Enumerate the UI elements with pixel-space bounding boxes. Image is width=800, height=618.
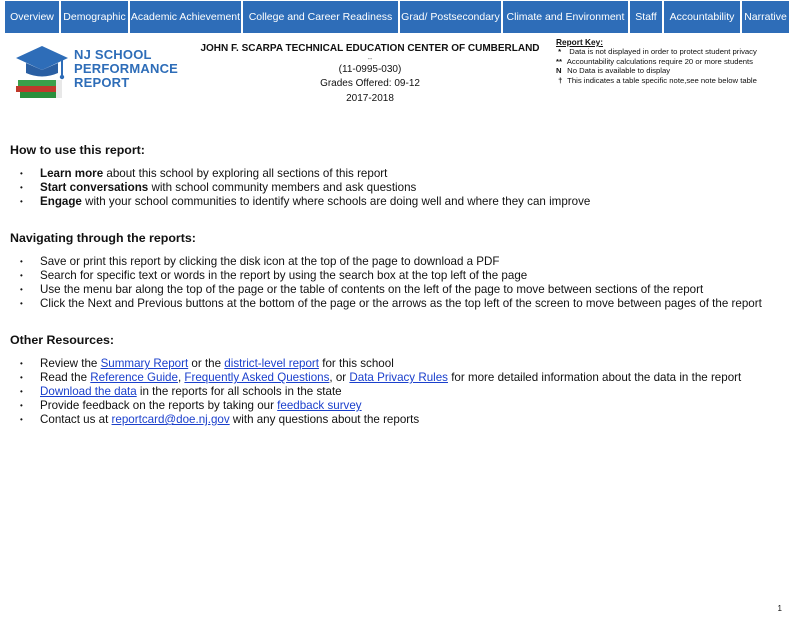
- school-dash: --: [367, 55, 373, 63]
- nav-overview[interactable]: Overview: [5, 1, 59, 33]
- item-text: Read the: [40, 371, 91, 384]
- summary-report-link[interactable]: Summary Report: [100, 357, 189, 370]
- feedback-survey-link[interactable]: feedback survey: [277, 399, 362, 412]
- logo-line-3: REPORT: [74, 75, 130, 90]
- item-text: in the reports for all schools in the state: [136, 385, 342, 398]
- contact-email-link[interactable]: reportcard@doe.nj.gov: [111, 413, 230, 426]
- report-key-row: [556, 47, 796, 56]
- item-text: with your school communities to identify where schools are doing well and where they can improve: [81, 195, 591, 208]
- resources-title: Other Resources:: [10, 333, 114, 347]
- district-report-link[interactable]: district-level report: [224, 357, 320, 370]
- report-key-row: [556, 57, 796, 66]
- list-item: [10, 371, 790, 385]
- list-item: [10, 181, 790, 195]
- list-item: • Use the menu bar along the top of the page or the table of contents on the left of the page to move between sections of the report: [10, 283, 790, 297]
- school-year: 2017-2018: [346, 92, 394, 104]
- item-text: for this school: [319, 357, 394, 370]
- download-data-link[interactable]: Download the data: [40, 385, 137, 398]
- nav-grad-postsecondary[interactable]: Grad/ Postsecondary: [400, 1, 501, 33]
- list-item: [10, 195, 790, 209]
- key-symbol: N: [556, 66, 562, 76]
- navigating-list: [10, 255, 790, 311]
- school-code: (11-0995-030): [338, 63, 402, 75]
- nav-demographic[interactable]: Demographic: [61, 1, 128, 33]
- nav-accountability[interactable]: Accountability: [664, 1, 740, 33]
- list-item: [10, 399, 790, 413]
- list-item: [10, 385, 790, 399]
- logo-line-1: NJ SCHOOL: [74, 47, 152, 62]
- faq-link[interactable]: Frequently Asked Questions: [184, 371, 330, 384]
- nav-academic-achievement[interactable]: Academic Achievement: [130, 1, 241, 33]
- nav-college-career-readiness[interactable]: College and Career Readiness: [243, 1, 398, 33]
- list-item: • Search for specific text or words in the report by using the search box at the top left of the page: [10, 269, 790, 283]
- page-number: 1: [777, 604, 782, 613]
- bold-text: Engage: [40, 195, 82, 208]
- school-info: [190, 42, 550, 106]
- list-item: • Save or print this report by clicking the disk icon at the top of the page to download a PDF: [10, 255, 790, 269]
- key-text: This indicates a table specific note,see note below table: [567, 75, 757, 85]
- main-content: [10, 140, 790, 427]
- how-to-list: [10, 167, 790, 209]
- list-item: [10, 167, 790, 181]
- logo-line-2: PERFORMANCE: [74, 61, 179, 76]
- navigating-title: Navigating through the reports:: [10, 231, 196, 245]
- report-key-title: Report Key:: [556, 37, 604, 47]
- nj-school-performance-logo: [12, 40, 187, 102]
- item-text: with school community members and ask questions: [148, 181, 417, 194]
- key-text: Data is not displayed in order to protect student privacy: [569, 47, 757, 57]
- how-to-title: How to use this report:: [10, 143, 145, 157]
- list-item: • Click the Next and Previous buttons at the bottom of the page or the arrows as the top left of the screen to move between pages of the report: [10, 297, 790, 311]
- item-text: Contact us at: [40, 413, 112, 426]
- reference-guide-link[interactable]: Reference Guide: [90, 371, 178, 384]
- bold-text: Learn more: [40, 167, 104, 180]
- item-text: ,: [177, 371, 185, 384]
- bold-text: Start conversations: [40, 181, 149, 194]
- report-key-row: [556, 66, 796, 75]
- data-privacy-rules-link[interactable]: Data Privacy Rules: [349, 371, 448, 384]
- nav-climate-environment[interactable]: Climate and Environment: [503, 1, 628, 33]
- item-text: Provide feedback on the reports by taking our: [40, 399, 278, 412]
- top-nav: [5, 1, 795, 33]
- grades-offered: Grades Offered: 09-12: [320, 78, 420, 89]
- item-text: or the: [188, 357, 225, 370]
- nav-staff[interactable]: Staff: [630, 1, 662, 33]
- key-symbol: *: [558, 47, 562, 57]
- item-text: Review the: [40, 357, 101, 370]
- key-symbol: †: [558, 75, 563, 85]
- key-text: No Data is available to display: [567, 66, 671, 76]
- school-name: JOHN F. SCARPA TECHNICAL EDUCATION CENTER OF CUMBERLAND: [200, 43, 540, 54]
- resources-list: [10, 357, 790, 427]
- item-text: , or: [329, 371, 350, 384]
- key-symbol: **: [556, 56, 562, 66]
- logo-text: [74, 48, 178, 90]
- item-text: about this school by exploring all sections of this report: [103, 167, 388, 180]
- report-key: [556, 38, 796, 85]
- item-text: with any questions about the reports: [229, 413, 420, 426]
- key-text: Accountability calculations require 20 or more students: [566, 56, 754, 66]
- nav-narrative[interactable]: Narrative: [742, 1, 789, 33]
- list-item: [10, 413, 790, 427]
- item-text: for more detailed information about the data in the report: [447, 371, 742, 384]
- list-item: [10, 357, 790, 371]
- report-key-row: [556, 76, 796, 85]
- graduation-cap-books-icon: [12, 40, 72, 100]
